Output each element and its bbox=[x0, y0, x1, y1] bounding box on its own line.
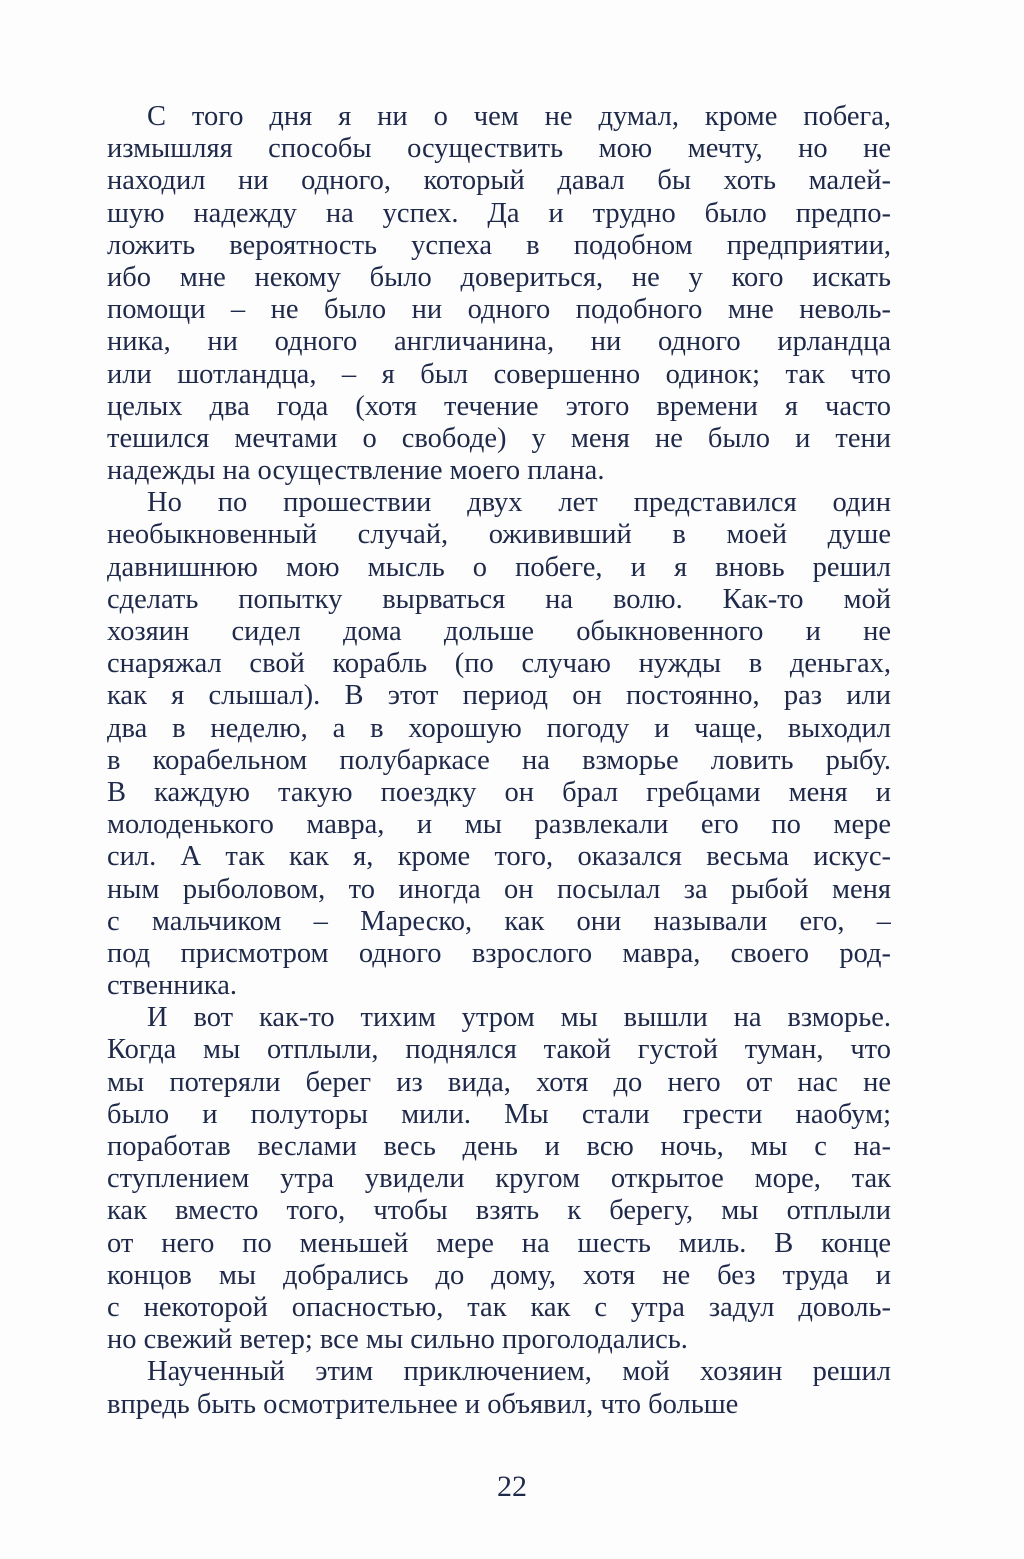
text-line: как я слышал). В этот период он постоянно, раз или bbox=[107, 680, 891, 712]
text-line: ным рыболовом, то иногда он посылал за рыбой меня bbox=[107, 873, 891, 905]
paragraph bbox=[107, 101, 891, 487]
text-line: как вместо того, чтобы взять к берегу, мы отплыли bbox=[107, 1195, 891, 1227]
text-line: давнишнюю мою мысль о побеге, и я вновь решил bbox=[107, 551, 891, 583]
text-line: шую надежду на успех. Да и трудно было предпо- bbox=[107, 197, 891, 229]
text-line: ступлением утра увидели кругом открытое море, так bbox=[107, 1163, 891, 1195]
text-line: впредь быть осмотрительнее и объявил, что больше bbox=[107, 1388, 739, 1420]
text-line: от него по меньшей мере на шесть миль. В конце bbox=[107, 1227, 891, 1259]
text-line: но свежий ветер; все мы сильно проголодались. bbox=[107, 1324, 688, 1356]
page-number: 22 bbox=[497, 1470, 527, 1503]
paragraph bbox=[107, 487, 891, 1002]
text-line: было и полуторы мили. Мы стали грести наобум; bbox=[107, 1098, 891, 1130]
text-line: измышляя способы осуществить мою мечту, но не bbox=[107, 133, 891, 165]
text-line: необыкновенный случай, ожививший в моей душе bbox=[107, 519, 891, 551]
text-line: или шотландца, – я был совершенно одинок; так что bbox=[107, 358, 891, 390]
text-line: ибо мне некому было довериться, не у кого искать bbox=[107, 261, 891, 293]
text-line: концов мы добрались до дому, хотя не без труда и bbox=[107, 1259, 891, 1291]
paragraph bbox=[107, 1002, 891, 1356]
text-line: В каждую такую поездку он брал гребцами меня и bbox=[107, 776, 891, 808]
text-line: Когда мы отплыли, поднялся такой густой туман, что bbox=[107, 1034, 891, 1066]
text-line: Но по прошествии двух лет представился один bbox=[147, 487, 891, 519]
text-line: ственника. bbox=[107, 970, 237, 1002]
text-line: два в неделю, а в хорошую погоду и чаще, выходил bbox=[107, 712, 891, 744]
text-line: хозяин сидел дома дольше обыкновенного и не bbox=[107, 616, 891, 647]
text-line: С того дня я ни о чем не думал, кроме побега, bbox=[147, 101, 891, 132]
text-line: ложить вероятность успеха в подобном предприятии, bbox=[107, 229, 891, 261]
text-line: с мальчиком – Мареско, как они называли его, – bbox=[107, 905, 891, 937]
text-line: Наученный этим приключением, мой хозяин решил bbox=[147, 1356, 891, 1388]
text-line: с некоторой опасностью, так как с утра задул доволь- bbox=[107, 1291, 891, 1323]
text-line: сделать попытку вырваться на волю. Как-то мой bbox=[107, 583, 891, 615]
text-line: снаряжал свой корабль (по случаю нужды в деньгах, bbox=[107, 648, 891, 680]
paragraph bbox=[107, 1356, 891, 1420]
text-line: под присмотром одного взрослого мавра, своего род- bbox=[107, 937, 891, 969]
text-line: целых два года (хотя течение этого времени я часто bbox=[107, 390, 891, 422]
text-line: надежды на осуществление моего плана. bbox=[107, 455, 605, 487]
text-line: сил. А так как я, кроме того, оказался весьма искус- bbox=[107, 841, 891, 873]
text-line: мы потеряли берег из вида, хотя до него от нас не bbox=[107, 1066, 891, 1098]
body-text bbox=[107, 101, 891, 1421]
text-line: молоденького мавра, и мы развлекали его по мере bbox=[107, 809, 891, 841]
text-line: ника, ни одного англичанина, ни одного ирландца bbox=[107, 326, 891, 358]
text-line: поработав веслами весь день и всю ночь, мы с на- bbox=[107, 1131, 891, 1162]
text-line: тешился мечтами о свободе) у меня не было и тени bbox=[107, 422, 891, 454]
text-line: находил ни одного, который давал бы хоть малей- bbox=[107, 165, 891, 197]
text-line: И вот как-то тихим утром мы вышли на взморье. bbox=[147, 1002, 891, 1034]
text-line: в корабельном полубаркасе на взморье ловить рыбу. bbox=[107, 744, 891, 776]
text-line: помощи – не было ни одного подобного мне неволь- bbox=[107, 294, 891, 326]
